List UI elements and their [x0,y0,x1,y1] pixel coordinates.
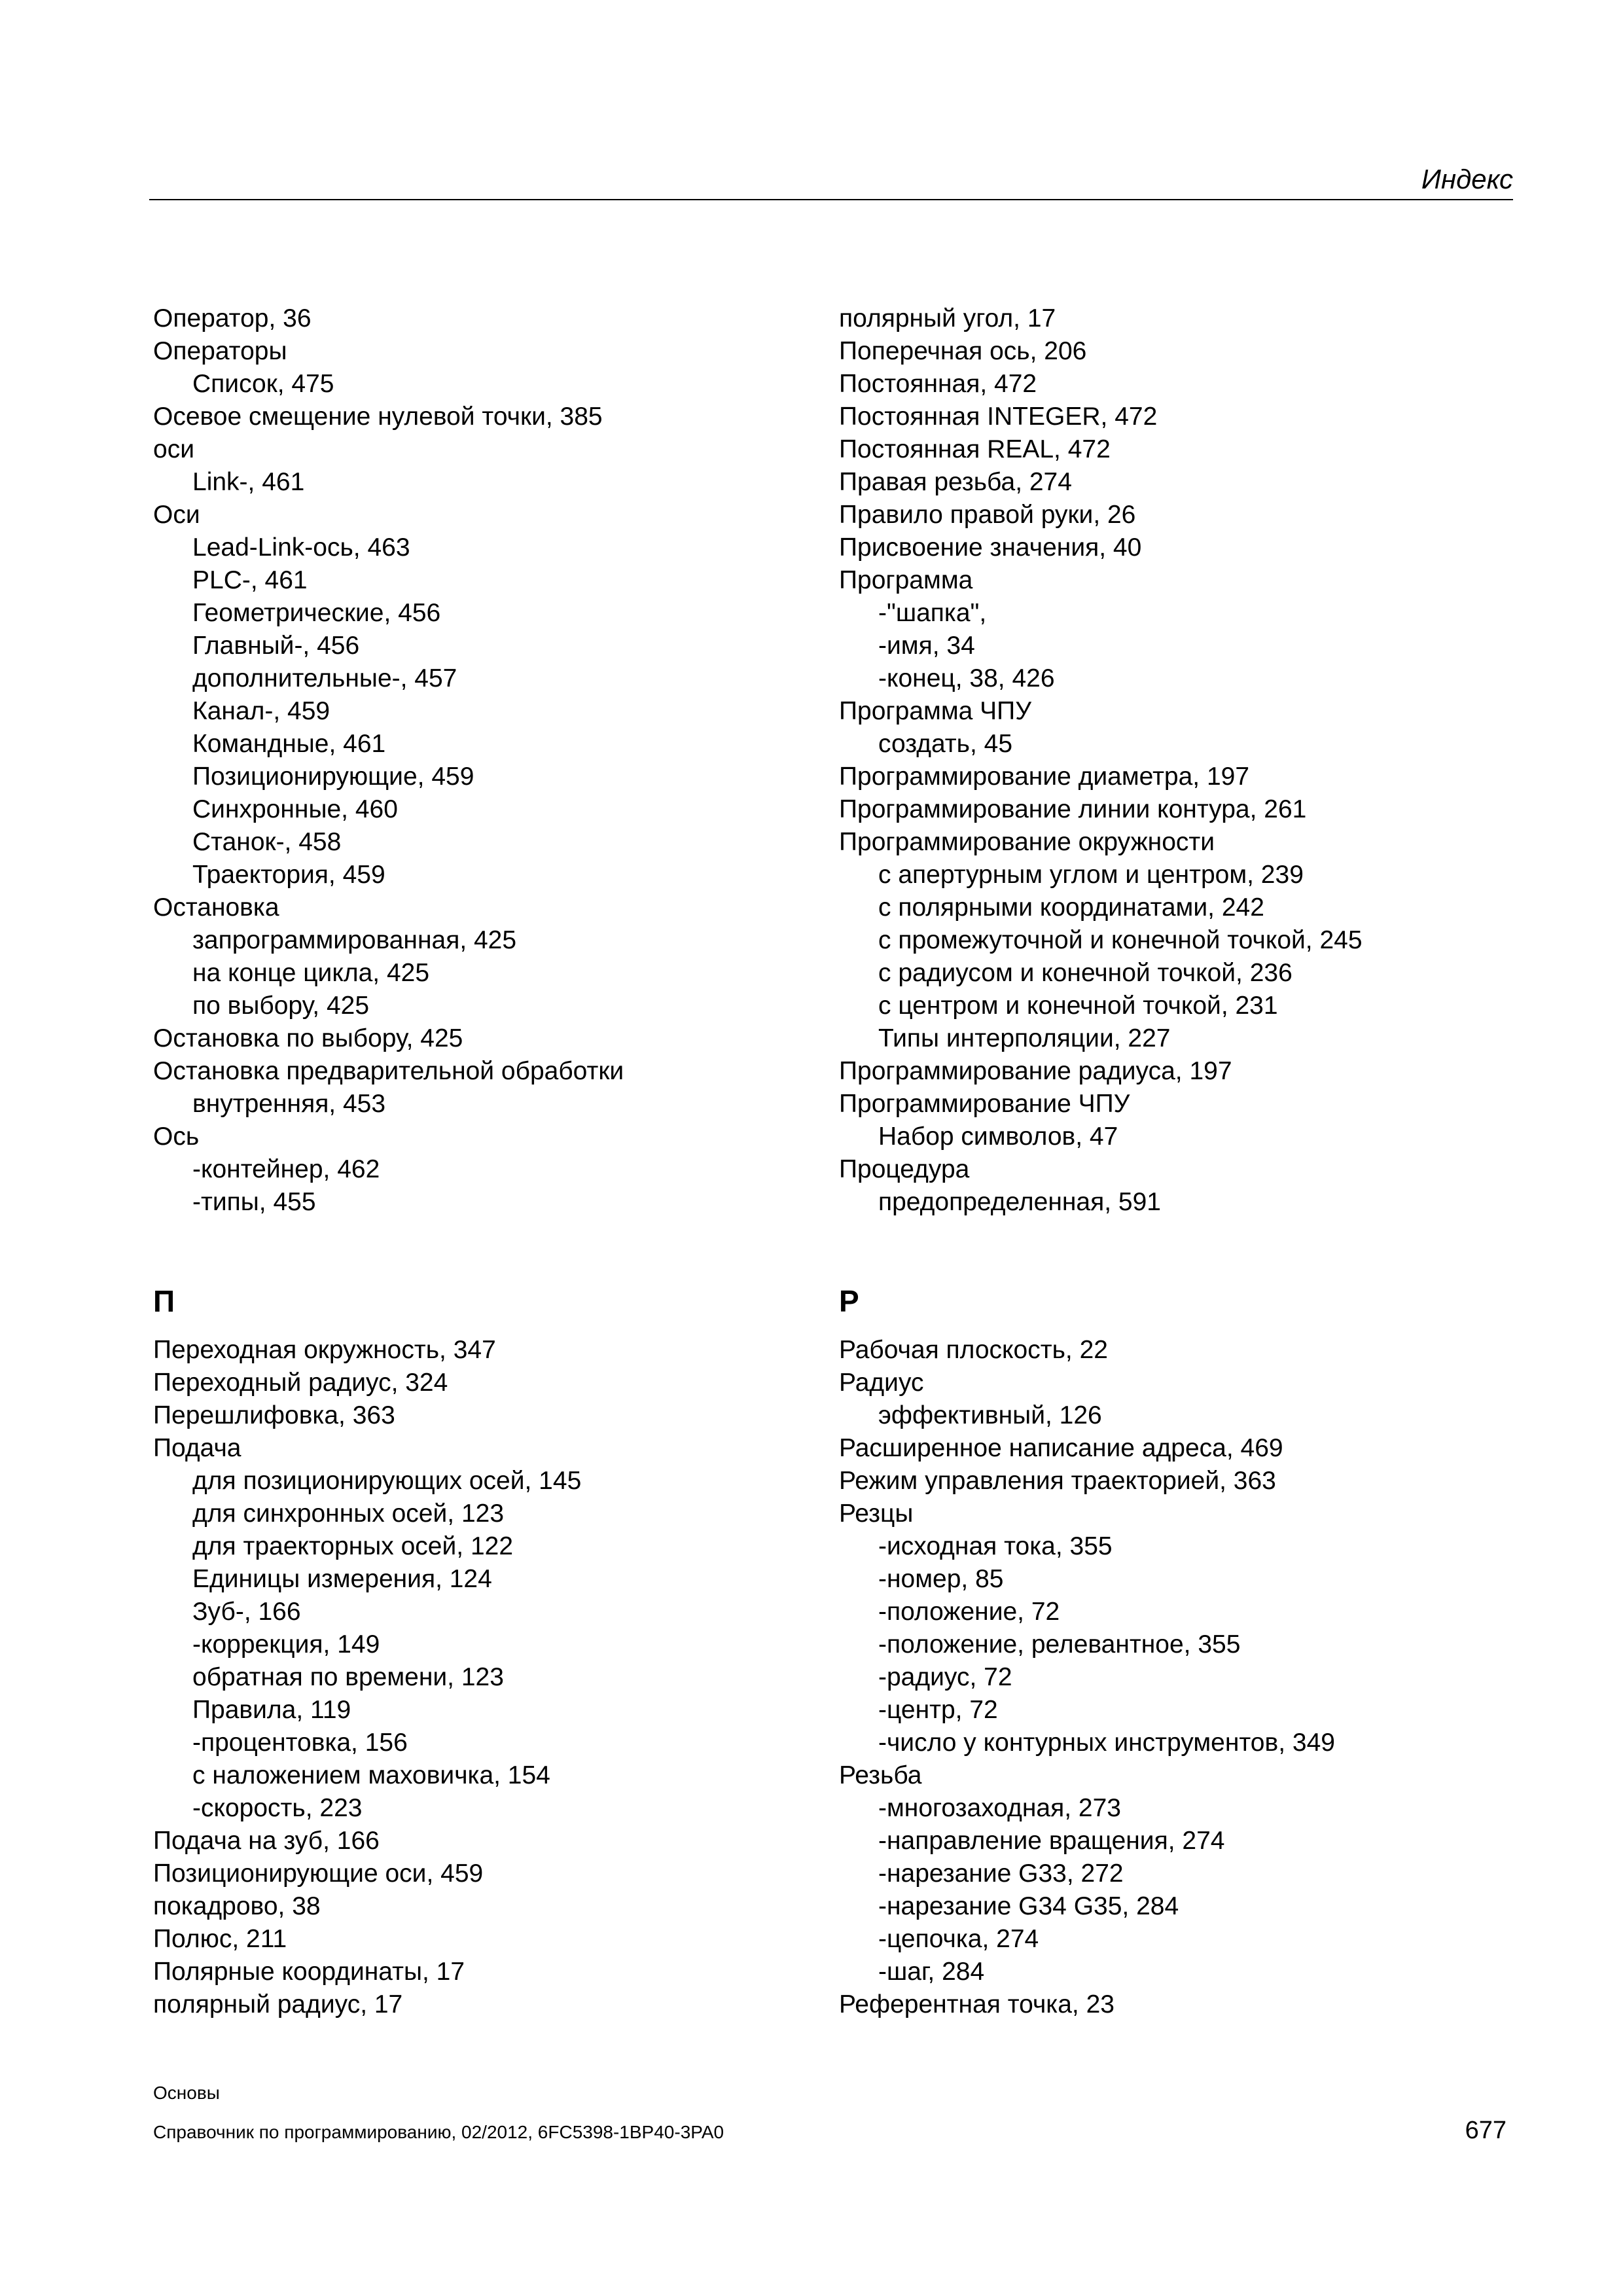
index-entry: Программа ЧПУ [839,697,1031,725]
index-subentry: -процентовка, 156 [192,1729,408,1757]
index-subentry: для позиционирующих осей, 145 [192,1467,582,1495]
index-subentry: Геометрические, 456 [192,599,441,627]
index-entry: Позиционирующие оси, 459 [153,1859,484,1888]
index-subentry: по выбору, 425 [192,992,370,1020]
index-entry: Переходная окружность, 347 [153,1336,496,1364]
index-subentry: Единицы измерения, 124 [192,1565,492,1593]
index-entry: Программирование линии контура, 261 [839,795,1307,823]
index-entry: Постоянная INTEGER, 472 [839,403,1158,431]
index-entry: Переходный радиус, 324 [153,1369,448,1397]
index-subentry: с промежуточной и конечной точкой, 245 [878,926,1363,954]
index-subentry: -многозаходная, 273 [878,1794,1121,1822]
index-subentry: внутренняя, 453 [192,1090,386,1118]
index-subentry: эффективный, 126 [878,1401,1102,1429]
index-entry: покадрово, 38 [153,1892,321,1920]
index-entry: Референтная точка, 23 [839,1990,1115,2018]
index-column-right-o [839,302,1520,1219]
index-subentry: -центр, 72 [878,1696,998,1724]
index-entry: Перешлифовка, 363 [153,1401,395,1429]
index-entry: Остановка [153,893,279,922]
index-entry: Оси [153,501,200,529]
index-subentry: -скорость, 223 [192,1794,363,1822]
index-subentry: -коррекция, 149 [192,1630,380,1659]
index-entry: Программирование окружности [839,828,1215,856]
index-entry: Остановка предварительной обработки [153,1057,624,1085]
index-entry: Правая резьба, 274 [839,468,1072,496]
index-subentry: Правила, 119 [192,1696,351,1724]
index-entry: Оператор, 36 [153,304,312,332]
index-entry: Расширенное написание адреса, 469 [839,1434,1283,1462]
index-entry: Полюс, 211 [153,1925,287,1953]
index-subentry: Lead-Link-ось, 463 [192,533,410,562]
index-subentry: Зуб-, 166 [192,1598,301,1626]
index-subentry: -конец, 38, 426 [878,664,1055,692]
index-entry: Полярные координаты, 17 [153,1958,465,1986]
index-entry: Программирование радиуса, 197 [839,1057,1232,1085]
index-subentry: обратная по времени, 123 [192,1663,504,1691]
index-column-left-o [153,302,834,1219]
index-subentry: создать, 45 [878,730,1013,758]
footer-doc-info: Справочник по программированию, 02/2012, 6FC5398-1BP40-3PA0 [153,2122,724,2142]
index-entry: Постоянная REAL, 472 [839,435,1111,463]
index-subentry: Станок-, 458 [192,828,342,856]
index-entry: Подача [153,1434,241,1462]
index-subentry: -радиус, 72 [878,1663,1012,1691]
index-entry: полярный радиус, 17 [153,1990,403,2018]
index-entry: Правило правой руки, 26 [839,501,1136,529]
index-subentry: Командные, 461 [192,730,386,758]
index-subentry: Канал-, 459 [192,697,330,725]
index-subentry: с центром и конечной точкой, 231 [878,992,1278,1020]
section-letter-r: Р [839,1284,859,1318]
index-subentry: -исходная тока, 355 [878,1532,1113,1560]
index-subentry: -положение, 72 [878,1598,1060,1626]
index-entry: Радиус [839,1369,924,1397]
index-entry: Программирование ЧПУ [839,1090,1130,1118]
index-entry: Процедура [839,1155,970,1183]
index-entry: Программа [839,566,973,594]
index-subentry: -положение, релевантное, 355 [878,1630,1241,1659]
index-subentry: -число у контурных инструментов, 349 [878,1729,1335,1757]
index-subentry: Позиционирующие, 459 [192,762,474,791]
index-subentry: Главный-, 456 [192,632,360,660]
index-subentry: на конце цикла, 425 [192,959,430,987]
index-entry: оси [153,435,194,463]
section-letter-p: П [153,1284,175,1318]
index-subentry: предопределенная, 591 [878,1188,1161,1216]
index-subentry: дополнительные-, 457 [192,664,457,692]
index-entry: Рабочая плоскость, 22 [839,1336,1108,1364]
index-subentry: -имя, 34 [878,632,975,660]
footer-doc-title: Основы [153,2083,220,2103]
index-column-r [839,1334,1520,2021]
index-subentry: с радиусом и конечной точкой, 236 [878,959,1293,987]
index-subentry: -нарезание G34 G35, 284 [878,1892,1179,1920]
index-subentry: -"шапка", [878,599,987,627]
index-subentry: -шаг, 284 [878,1958,985,1986]
index-entry: Подача на зуб, 166 [153,1827,380,1855]
index-subentry: с полярными координатами, 242 [878,893,1264,922]
index-subentry: Список, 475 [192,370,334,398]
index-subentry: с наложением маховичка, 154 [192,1761,550,1789]
index-entry: Поперечная ось, 206 [839,337,1087,365]
index-subentry: -цепочка, 274 [878,1925,1039,1953]
index-entry: полярный угол, 17 [839,304,1056,332]
index-column-p [153,1334,834,2021]
index-subentry: -типы, 455 [192,1188,316,1216]
index-subentry: Траектория, 459 [192,861,385,889]
index-subentry: Набор символов, 47 [878,1122,1118,1151]
index-entry: Резцы [839,1499,914,1528]
index-subentry: -направление вращения, 274 [878,1827,1225,1855]
index-entry: Программирование диаметра, 197 [839,762,1250,791]
index-entry: Ось [153,1122,200,1151]
index-entry: Резьба [839,1761,922,1789]
index-subentry: для синхронных осей, 123 [192,1499,505,1528]
index-subentry: -номер, 85 [878,1565,1004,1593]
header-rule [149,199,1513,200]
index-entry: Осевое смещение нулевой точки, 385 [153,403,603,431]
running-header-title: Индекс [1421,164,1513,194]
index-entry: Режим управления траекторией, 363 [839,1467,1276,1495]
index-entry: Остановка по выбору, 425 [153,1024,463,1052]
index-subentry: PLC-, 461 [192,566,308,594]
index-entry: Операторы [153,337,287,365]
index-subentry: с апертурным углом и центром, 239 [878,861,1304,889]
index-subentry: для траекторных осей, 122 [192,1532,514,1560]
page-number: 677 [1465,2117,1507,2144]
index-subentry: Link-, 461 [192,468,305,496]
index-entry: Постоянная, 472 [839,370,1037,398]
index-subentry: Типы интерполяции, 227 [878,1024,1171,1052]
index-subentry: -контейнер, 462 [192,1155,380,1183]
index-subentry: запрограммированная, 425 [192,926,517,954]
index-subentry: Синхронные, 460 [192,795,398,823]
index-entry: Присвоение значения, 40 [839,533,1142,562]
index-subentry: -нарезание G33, 272 [878,1859,1124,1888]
